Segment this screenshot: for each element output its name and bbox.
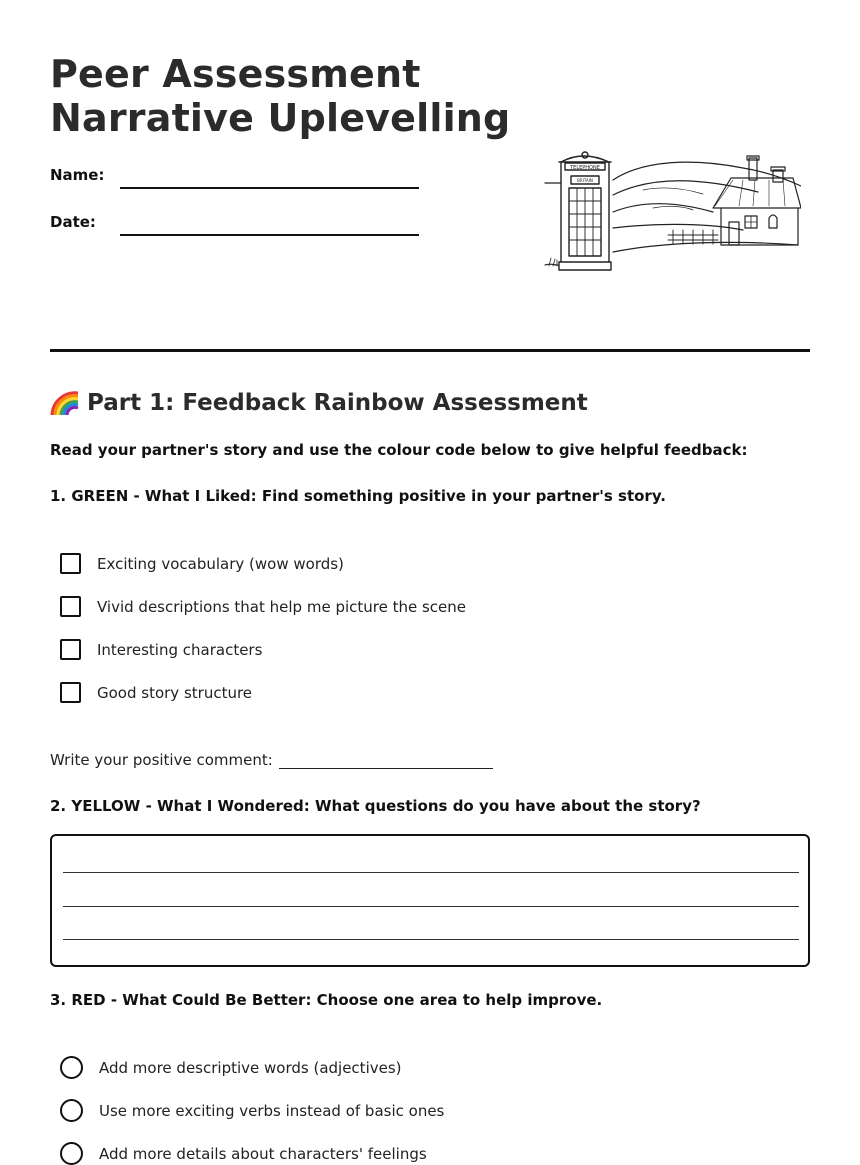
section-divider — [50, 349, 810, 352]
red-option[interactable] — [60, 1099, 444, 1122]
checkbox[interactable] — [60, 639, 81, 660]
booth-sign: TELEPHONE — [570, 165, 600, 171]
part1-heading — [50, 388, 588, 418]
page-title — [50, 52, 510, 140]
title-line-2: Narrative Uplevelling — [50, 96, 511, 140]
red-option[interactable] — [60, 1142, 427, 1165]
green-option-label: Interesting characters — [97, 640, 263, 659]
rainbow-icon — [50, 388, 80, 418]
radio-button[interactable] — [60, 1099, 83, 1122]
checkbox[interactable] — [60, 682, 81, 703]
part1-intro: Read your partner's story and use the colour code below to give helpful feedback: — [50, 441, 748, 459]
green-heading: 1. GREEN - What I Liked: Find something positive in your partner's story. — [50, 487, 666, 505]
green-option-label: Good story structure — [97, 683, 253, 702]
title-line-1: Peer Assessment — [50, 52, 421, 96]
green-option-label: Vivid descriptions that help me picture the scene — [97, 597, 467, 616]
telephone-booth — [559, 152, 611, 270]
part1-heading-text: Part 1: Feedback Rainbow Assessment — [87, 390, 588, 416]
positive-comment-label: Write your positive comment: — [50, 751, 273, 769]
positive-comment — [50, 751, 493, 769]
name-field[interactable] — [120, 187, 419, 189]
red-option[interactable] — [60, 1056, 402, 1079]
writing-line[interactable] — [63, 939, 799, 940]
green-option[interactable] — [60, 639, 262, 660]
cottage — [713, 156, 801, 245]
checkbox[interactable] — [60, 596, 81, 617]
date-label: Date: — [50, 213, 96, 231]
red-option-label: Use more exciting verbs instead of basic ones — [99, 1101, 445, 1120]
booth-plate: BRITAIN — [577, 178, 593, 183]
positive-comment-field[interactable] — [279, 754, 493, 769]
yellow-heading: 2. YELLOW - What I Wondered: What questions do you have about the story? — [50, 797, 701, 815]
hill-front — [613, 204, 713, 212]
phone-booth-cottage-illustration — [543, 150, 801, 275]
ground-line — [613, 242, 798, 252]
writing-line[interactable] — [63, 872, 799, 873]
checkbox[interactable] — [60, 553, 81, 574]
green-option[interactable] — [60, 553, 344, 574]
green-option[interactable] — [60, 682, 252, 703]
radio-button[interactable] — [60, 1056, 83, 1079]
hill-middle — [613, 181, 758, 195]
green-option-label: Exciting vocabulary (wow words) — [97, 554, 344, 573]
date-field[interactable] — [120, 234, 419, 236]
green-option[interactable] — [60, 596, 466, 617]
red-heading: 3. RED - What Could Be Better: Choose one area to help improve. — [50, 991, 603, 1009]
red-option-label: Add more descriptive words (adjectives) — [99, 1058, 402, 1077]
questions-answer-box[interactable] — [50, 834, 810, 967]
writing-line[interactable] — [63, 906, 799, 907]
red-option-label: Add more details about characters' feelings — [99, 1144, 427, 1163]
radio-button[interactable] — [60, 1142, 83, 1165]
name-label: Name: — [50, 166, 105, 184]
